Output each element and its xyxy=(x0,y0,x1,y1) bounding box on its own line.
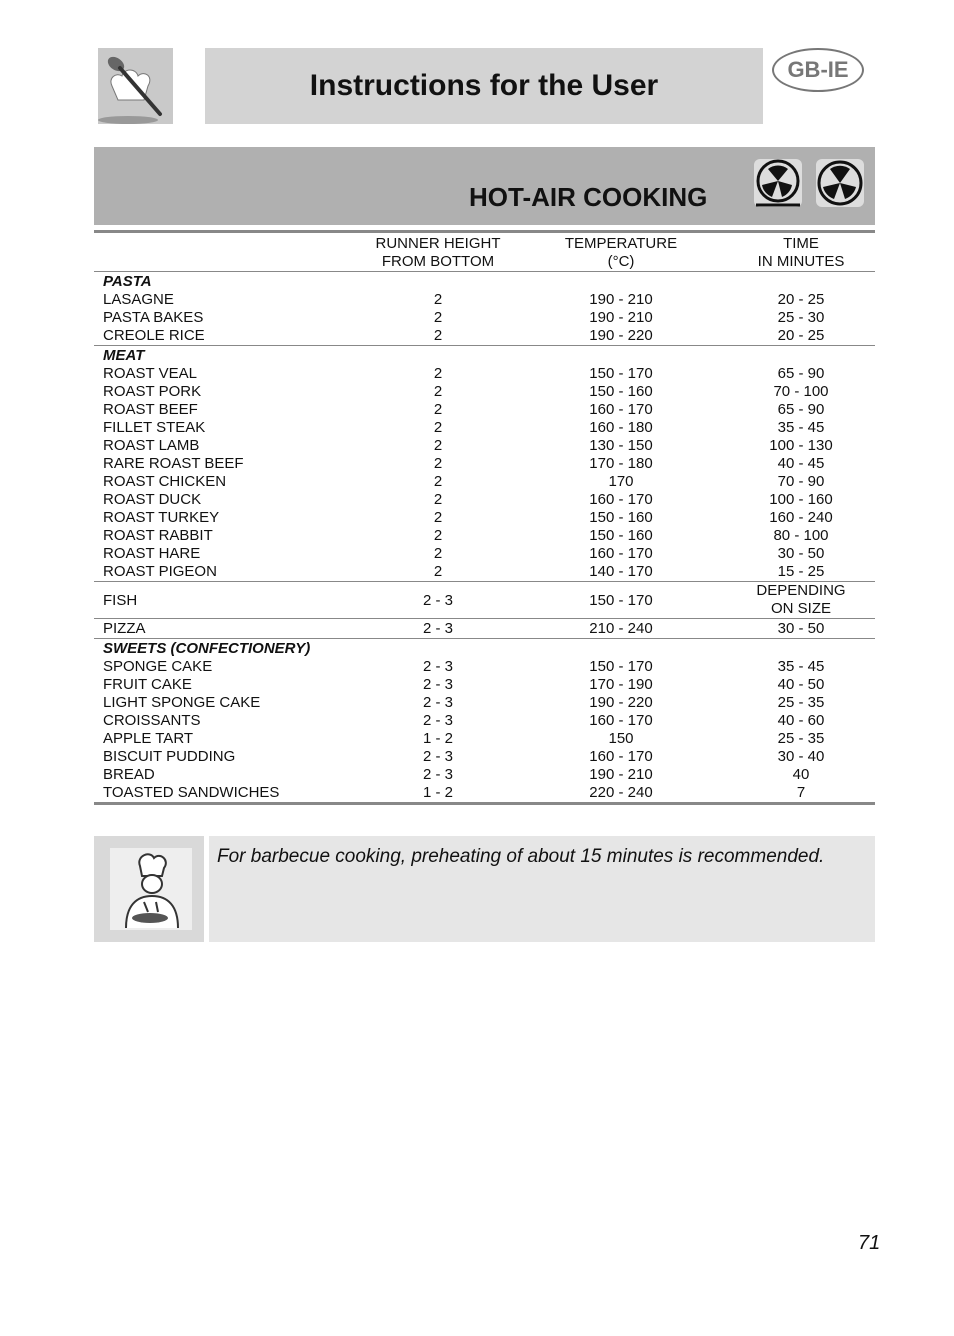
table-row xyxy=(94,619,875,639)
runner-height-cell: 2 - 3 xyxy=(422,694,453,711)
runner-height-cell: 2 xyxy=(433,383,443,400)
table-row xyxy=(94,730,875,748)
table-row xyxy=(94,437,875,455)
time-cell: 15 - 25 xyxy=(777,563,825,580)
header-cell-dish xyxy=(94,232,361,272)
runner-height-cell: 2 xyxy=(433,455,443,472)
temperature-cell: 160 - 170 xyxy=(589,401,653,418)
hot-air-fan-icon xyxy=(754,159,802,207)
dish-name-cell: BISCUIT PUDDING xyxy=(103,748,236,765)
table-group xyxy=(94,582,875,619)
section-header xyxy=(94,147,875,225)
time-cell: 65 - 90 xyxy=(777,401,825,418)
dish-name-cell: CROISSANTS xyxy=(103,712,201,729)
dish-name-cell: BREAD xyxy=(103,766,155,783)
time-cell: 100 - 160 xyxy=(769,491,833,508)
time-cell: 30 - 50 xyxy=(777,545,825,562)
runner-height-cell: 2 xyxy=(433,327,443,344)
runner-height-cell: 1 - 2 xyxy=(422,784,453,801)
section-title: HOT-AIR COOKING xyxy=(469,182,708,212)
note-text-box xyxy=(209,836,875,942)
logo xyxy=(98,48,173,124)
group-heading-row xyxy=(94,639,875,659)
table-group xyxy=(94,619,875,639)
dish-name-cell: PIZZA xyxy=(103,620,146,637)
dish-name-cell: ROAST BEEF xyxy=(103,401,198,418)
table-row xyxy=(94,491,875,509)
time-cell: 30 - 40 xyxy=(777,748,825,765)
table-row xyxy=(94,545,875,563)
group-heading: PASTA xyxy=(103,273,152,290)
runner-height-cell: 2 xyxy=(433,509,443,526)
table-group xyxy=(94,346,875,582)
time-cell: 65 - 90 xyxy=(777,365,825,382)
runner-height-cell: 2 - 3 xyxy=(422,712,453,729)
table-row xyxy=(94,748,875,766)
dish-name-cell: ROAST HARE xyxy=(103,545,201,562)
dish-name-cell: ROAST DUCK xyxy=(103,491,202,508)
temperature-cell: 130 - 150 xyxy=(589,437,653,454)
temperature-cell: 170 xyxy=(608,473,634,490)
header-cell-temperature: TEMPERATURE (°C) xyxy=(564,235,678,270)
runner-height-cell: 2 xyxy=(433,545,443,562)
temperature-cell: 150 - 170 xyxy=(589,658,653,675)
dish-name-cell: TOASTED SANDWICHES xyxy=(103,784,280,801)
temperature-cell: 150 - 160 xyxy=(589,509,653,526)
temperature-cell: 150 - 170 xyxy=(589,591,653,609)
time-cell: 40 - 50 xyxy=(777,676,825,693)
time-cell: 40 xyxy=(792,766,810,783)
spoon-chef-hat-icon xyxy=(98,48,173,124)
dish-name-cell: LASAGNE xyxy=(103,291,174,308)
page-number: 71 xyxy=(858,1232,881,1254)
table-row xyxy=(94,365,875,383)
table-row xyxy=(94,563,875,582)
runner-height-cell: 2 xyxy=(433,527,443,544)
table-row xyxy=(94,658,875,676)
time-cell: 160 - 240 xyxy=(769,509,833,526)
temperature-cell: 210 - 240 xyxy=(589,620,653,637)
temperature-cell: 140 - 170 xyxy=(589,563,653,580)
table-row xyxy=(94,509,875,527)
temperature-cell: 170 - 190 xyxy=(589,676,653,693)
table-row xyxy=(94,291,875,309)
header-cell-time: TIME IN MINUTES xyxy=(757,235,845,270)
table-row xyxy=(94,419,875,437)
table-row xyxy=(94,712,875,730)
dish-name-cell: ROAST TURKEY xyxy=(103,509,220,526)
dish-name-cell: ROAST PORK xyxy=(103,383,202,400)
cooking-table xyxy=(94,230,875,805)
runner-height-cell: 2 - 3 xyxy=(422,620,453,637)
dish-name-cell: FILLET STEAK xyxy=(103,419,206,436)
time-cell: 20 - 25 xyxy=(777,291,825,308)
table-row xyxy=(94,582,875,619)
time-cell: DEPENDING ON SIZE xyxy=(756,582,846,617)
time-cell: 80 - 100 xyxy=(773,527,829,544)
dish-name-cell: APPLE TART xyxy=(103,730,194,747)
time-cell: 7 xyxy=(796,784,806,801)
temperature-cell: 190 - 210 xyxy=(589,766,653,783)
group-heading-row xyxy=(94,346,875,366)
runner-height-cell: 2 xyxy=(433,419,443,436)
table-row xyxy=(94,694,875,712)
time-cell: 25 - 35 xyxy=(777,694,825,711)
table-group xyxy=(94,639,875,804)
runner-height-cell: 2 - 3 xyxy=(422,676,453,693)
runner-height-cell: 1 - 2 xyxy=(422,730,453,747)
table-row xyxy=(94,401,875,419)
temperature-cell: 160 - 170 xyxy=(589,712,653,729)
table-row xyxy=(94,676,875,694)
dish-name-cell: PASTA BAKES xyxy=(103,309,204,326)
time-cell: 20 - 25 xyxy=(777,327,825,344)
dish-name-cell: ROAST PIGEON xyxy=(103,563,217,580)
runner-height-cell: 2 - 3 xyxy=(422,591,453,609)
group-heading-row xyxy=(94,272,875,292)
temperature-cell: 160 - 170 xyxy=(589,748,653,765)
note-icon-box xyxy=(94,836,204,942)
table-header xyxy=(94,232,875,272)
temperature-cell: 150 - 160 xyxy=(589,383,653,400)
temperature-cell: 190 - 210 xyxy=(589,291,653,308)
dish-name-cell: LIGHT SPONGE CAKE xyxy=(103,694,261,711)
temperature-cell: 170 - 180 xyxy=(589,455,653,472)
runner-height-cell: 2 xyxy=(433,563,443,580)
time-cell: 40 - 45 xyxy=(777,455,825,472)
header-title-bar xyxy=(205,48,763,124)
table-row xyxy=(94,383,875,401)
runner-height-cell: 2 xyxy=(433,401,443,418)
table-row xyxy=(94,766,875,784)
time-cell: 100 - 130 xyxy=(769,437,833,454)
temperature-cell: 150 - 170 xyxy=(589,365,653,382)
group-heading: SWEETS (CONFECTIONERY) xyxy=(103,640,311,657)
temperature-cell: 190 - 220 xyxy=(589,694,653,711)
temperature-cell: 160 - 180 xyxy=(589,419,653,436)
chef-icon xyxy=(110,848,192,930)
runner-height-cell: 2 - 3 xyxy=(422,766,453,783)
header-cell-runner: RUNNER HEIGHT FROM BOTTOM xyxy=(375,235,501,270)
time-cell: 35 - 45 xyxy=(777,658,825,675)
fan-icon xyxy=(816,159,864,207)
table-row xyxy=(94,473,875,491)
table-row xyxy=(94,527,875,545)
temperature-cell: 190 - 210 xyxy=(589,309,653,326)
time-cell: 25 - 30 xyxy=(777,309,825,326)
dish-name-cell: FRUIT CAKE xyxy=(103,676,192,693)
cooking-table-grid xyxy=(94,230,875,805)
dish-name-cell: ROAST RABBIT xyxy=(103,527,213,544)
runner-height-cell: 2 xyxy=(433,365,443,382)
temperature-cell: 160 - 170 xyxy=(589,491,653,508)
table-row xyxy=(94,327,875,346)
runner-height-cell: 2 xyxy=(433,437,443,454)
dish-name-cell: SPONGE CAKE xyxy=(103,658,213,675)
dish-name-cell: RARE ROAST BEEF xyxy=(103,455,244,472)
table-row xyxy=(94,455,875,473)
runner-height-cell: 2 xyxy=(433,309,443,326)
dish-name-cell: FISH xyxy=(103,591,138,609)
dish-name-cell: ROAST VEAL xyxy=(103,365,197,382)
runner-height-cell: 2 - 3 xyxy=(422,748,453,765)
runner-height-cell: 2 xyxy=(433,291,443,308)
table-row xyxy=(94,784,875,804)
time-cell: 70 - 100 xyxy=(773,383,829,400)
dish-name-cell: CREOLE RICE xyxy=(103,327,205,344)
time-cell: 30 - 50 xyxy=(777,620,825,637)
time-cell: 70 - 90 xyxy=(777,473,825,490)
language-badge: GB-IE xyxy=(772,48,864,92)
dish-name-cell: ROAST CHICKEN xyxy=(103,473,227,490)
time-cell: 40 - 60 xyxy=(777,712,825,729)
dish-name-cell: ROAST LAMB xyxy=(103,437,200,454)
note-box xyxy=(94,836,875,942)
group-heading: MEAT xyxy=(103,347,145,364)
temperature-cell: 160 - 170 xyxy=(589,545,653,562)
runner-height-cell: 2 - 3 xyxy=(422,658,453,675)
runner-height-cell: 2 xyxy=(433,473,443,490)
temperature-cell: 150 - 160 xyxy=(589,527,653,544)
temperature-cell: 190 - 220 xyxy=(589,327,653,344)
temperature-cell: 150 xyxy=(608,730,634,747)
runner-height-cell: 2 xyxy=(433,491,443,508)
page-title: Instructions for the User xyxy=(309,69,659,102)
note-text: For barbecue cooking, preheating of about 15 minutes is recommended. xyxy=(217,846,825,867)
time-cell: 25 - 35 xyxy=(777,730,825,747)
table-row xyxy=(94,309,875,327)
time-cell: 35 - 45 xyxy=(777,419,825,436)
temperature-cell: 220 - 240 xyxy=(589,784,653,801)
table-group xyxy=(94,272,875,346)
